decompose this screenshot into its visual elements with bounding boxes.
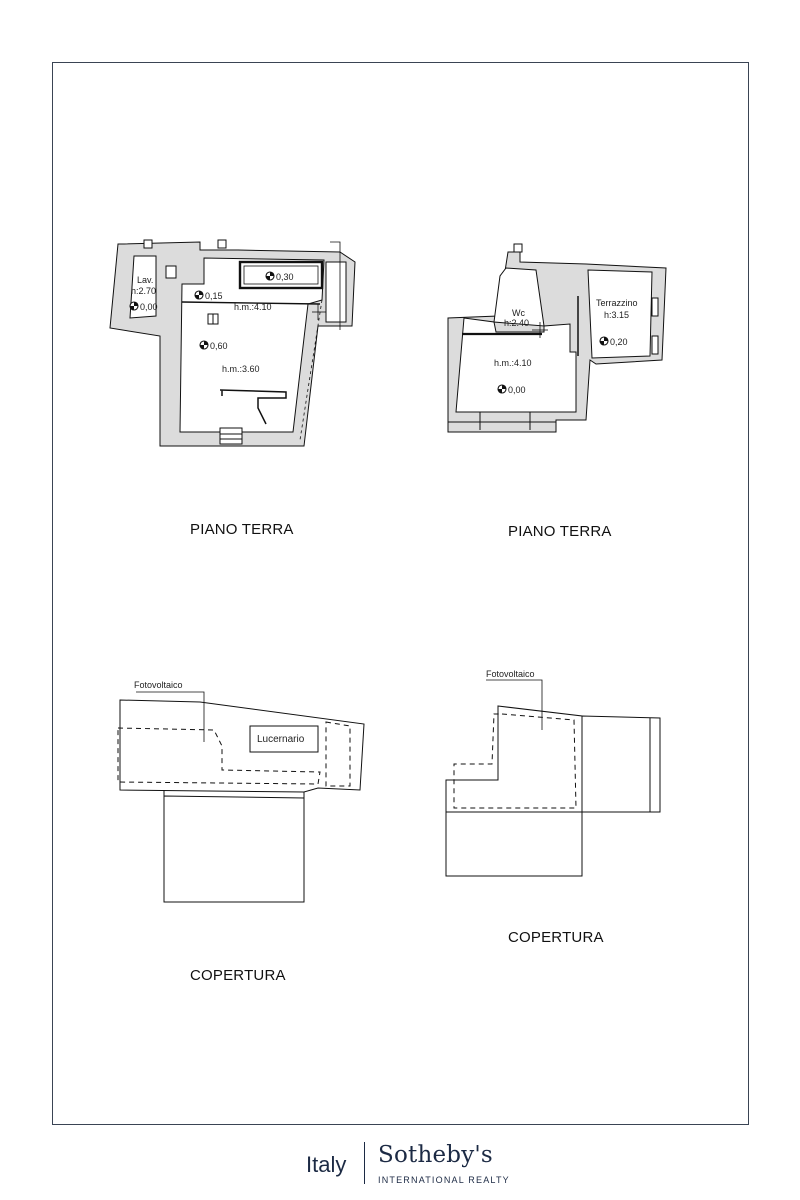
level-marker-icon [600, 337, 608, 345]
level-marker-icon [200, 341, 208, 349]
footer-country: Italy [306, 1152, 347, 1177]
label-height-410-right: h.m.:4.10 [494, 358, 532, 368]
label-terrace: Terrazzino [596, 298, 638, 308]
label-level-030: 0,30 [276, 272, 294, 282]
level-marker-icon [266, 272, 274, 280]
roof-plan-right [446, 680, 660, 876]
label-lav-level: 0,00 [140, 302, 158, 312]
roof-plan-left [118, 692, 364, 902]
footer-divider [364, 1142, 365, 1184]
roof-labels-right [486, 669, 535, 679]
level-marker-icon [195, 291, 203, 299]
label-lav: Lav. [137, 275, 154, 285]
caption-ground-left: PIANO TERRA [190, 521, 294, 538]
label-height-410: h.m.:4.10 [234, 302, 272, 312]
caption-roof-right: COPERTURA [508, 929, 604, 946]
label-pv-right: Fotovoltaico [486, 669, 535, 679]
label-terrace-level: 0,20 [610, 337, 628, 347]
label-wc-height: h:2.40 [504, 318, 530, 328]
footer-tagline: INTERNATIONAL REALTY [378, 1175, 510, 1185]
label-pv-left: Fotovoltaico [134, 680, 183, 690]
label-lav-height: h:2.70 [131, 286, 157, 296]
ground-floor-plan-left [110, 240, 355, 446]
label-level-000: 0,00 [508, 385, 526, 395]
level-marker-icon [498, 385, 506, 393]
footer-logo [0, 1138, 800, 1188]
label-level-060: 0,60 [210, 341, 228, 351]
label-height-360: h.m.:3.60 [222, 364, 260, 374]
label-terrace-height: h:3.15 [604, 310, 630, 320]
footer-brand: Sotheby's [378, 1142, 493, 1168]
ground-floor-plan-right [448, 244, 666, 432]
caption-ground-right: PIANO TERRA [508, 523, 612, 540]
label-level-015: 0,15 [205, 291, 223, 301]
level-marker-icon [130, 302, 138, 310]
caption-roof-left: COPERTURA [190, 967, 286, 984]
label-wc: Wc [512, 308, 525, 318]
label-skylight: Lucernario [257, 734, 305, 745]
